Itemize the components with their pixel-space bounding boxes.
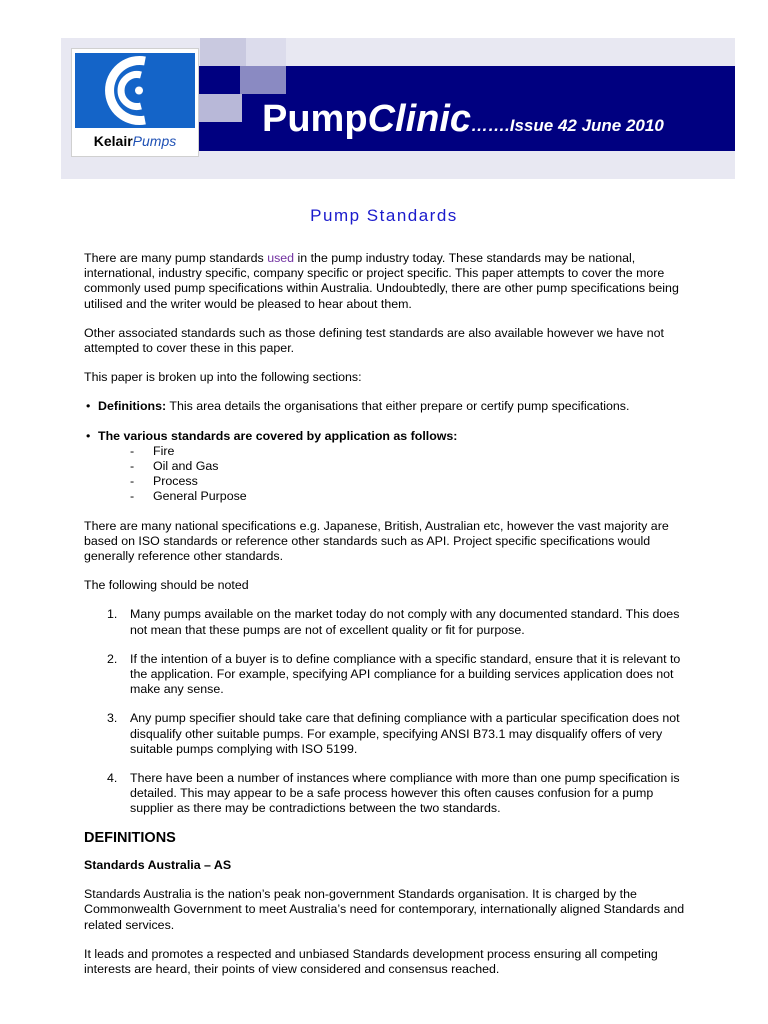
kelair-logo (71, 48, 199, 157)
paragraph: Other associated standards such as those defining test standards are also available however we have not attempted to cover these in this paper. (84, 325, 664, 356)
decor-square (200, 38, 246, 68)
logo-mark (75, 53, 195, 128)
list-item: - General Purpose (84, 489, 694, 504)
decor-square (246, 38, 286, 68)
paragraph: The following should be noted (84, 578, 249, 593)
list-item (84, 652, 694, 698)
list-item: - Process (84, 474, 694, 489)
issue-label: …….Issue 42 June 2010 (471, 116, 664, 135)
paragraph: This paper is broken up into the following sections: (84, 370, 362, 385)
paragraph: Standards Australia is the nation’s peak non-government Standards organisation. It is charged by the Commonwealth Government to meet Australia’s need for contemporary, internationally aligned Standards and related services. (84, 887, 685, 932)
logo-wordmark (72, 133, 198, 149)
list-number: 4. (107, 771, 118, 786)
list-text: Many pumps available on the market today do not comply with any documented standard. This does not mean that these pumps are not of excellent quality or fit for purpose. (130, 607, 680, 637)
list-item: - Oil and Gas (84, 459, 694, 474)
bullet-item (84, 429, 694, 444)
newsletter-brand (262, 94, 664, 151)
list-text: If the intention of a buyer is to define compliance with a specific standard, ensure that it is relevant to the application. For example, specifying API compliance for a building services application does not make any sense. (130, 651, 681, 697)
subsection-heading: Standards Australia – AS (84, 857, 232, 872)
list-number: 3. (107, 711, 118, 726)
list-number: 2. (107, 651, 118, 666)
document-body (84, 251, 694, 991)
used-word: used (267, 251, 295, 265)
application-list (84, 444, 694, 505)
logo-word-bold: Kelair (93, 133, 133, 149)
bullet-text: This area details the organisations that either prepare or certify pump specifications. (166, 399, 630, 414)
paragraph: It leads and promotes a respected and unbiased Standards development process ensuring all competing interests are heard, their points of view considered and consensus reached. (84, 946, 658, 976)
list-number: 1. (107, 607, 118, 622)
list-text: There have been a number of instances where compliance with more than one pump specification is detailed. This may appear to be a safe process however this often causes confusion for a pump supplier as there may be contradictions between the two standards. (130, 771, 680, 816)
intro-text: There are many pump standards (84, 251, 268, 265)
brand-italic: Clinic (367, 98, 472, 140)
paragraph: There are many national specifications e.g. Japanese, British, Australian etc, however the vast majority are based on ISO standards or reference other standards such as API. Project specific specifications would generally reference other standards. (84, 518, 669, 564)
page-title: Pump Standards (310, 206, 458, 225)
section-heading: DEFINITIONS (84, 829, 176, 846)
list-item (84, 771, 694, 817)
bullet-heading: The various standards are covered by application as follows: (98, 428, 458, 443)
logo-word-italic: Pumps (132, 133, 177, 149)
list-text: Any pump specifier should take care that defining compliance with a particular specification does not disqualify other suitable pumps. For example, specifying ANSI B73.1 may disqualify offers of very suitable pumps complying with ISO 5199. (130, 711, 680, 756)
intro-paragraph (84, 251, 694, 312)
notes-list (84, 607, 694, 816)
intro-text: in the pump industry today. These standards may be national, international, industry specific, company specific or project specific. This paper attempts to cover the more commonly used pump specifications within Australia. Undoubtedly, there are other pump specifications being utilised and the writer would be pleased to hear about them. (84, 251, 679, 311)
brand-main: Pump (262, 98, 368, 140)
list-item (84, 607, 694, 637)
bullet-item (84, 399, 694, 414)
list-item: - Fire (84, 444, 694, 459)
decor-square (240, 66, 286, 94)
decor-square (196, 94, 242, 122)
list-item (84, 711, 694, 757)
logo-swirl-icon (75, 53, 195, 128)
bullet-heading: Definitions: (98, 399, 167, 414)
